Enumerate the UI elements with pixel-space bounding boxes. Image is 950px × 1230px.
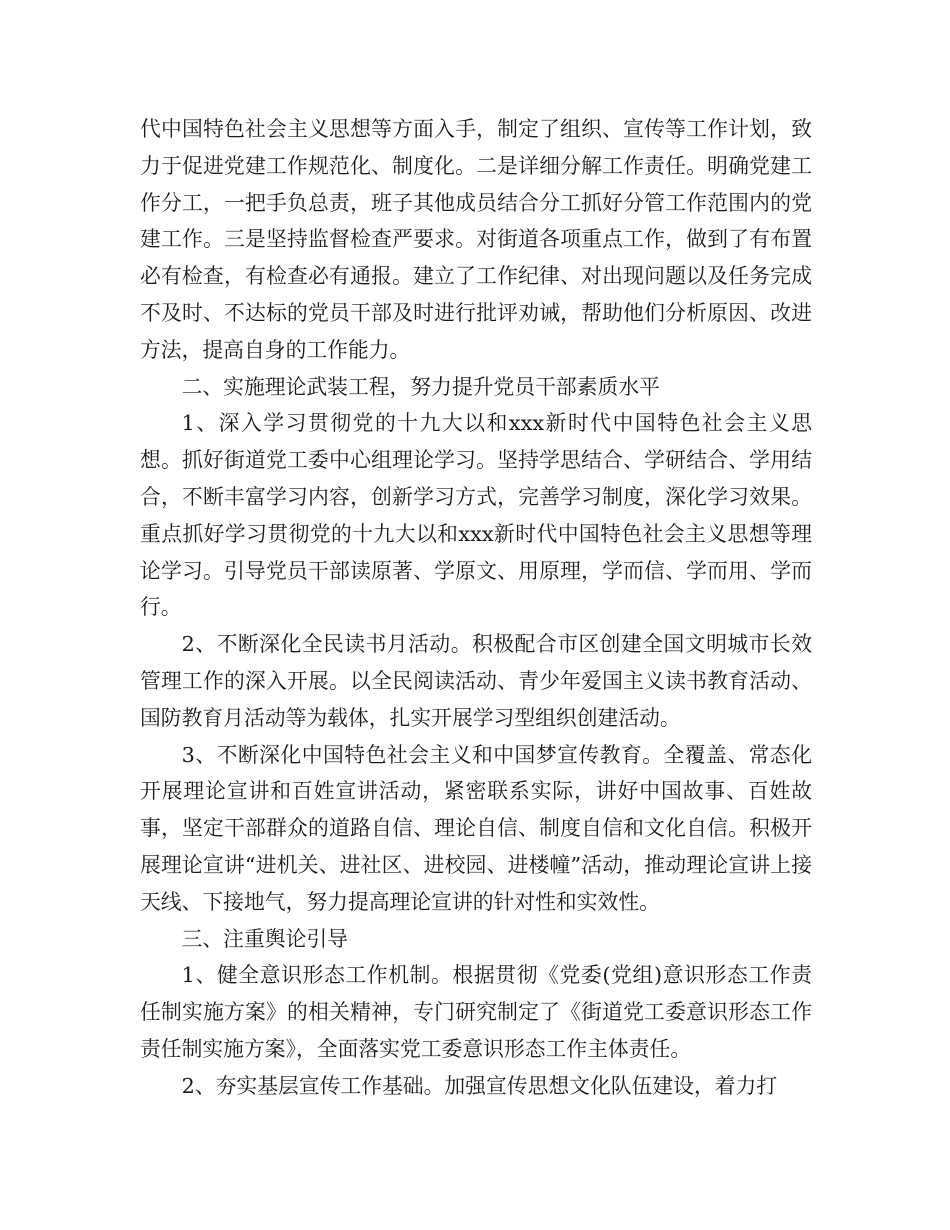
paragraph-3-2: 2、夯实基层宣传工作基础。加强宣传思想文化队伍建设，着力打 bbox=[181, 1073, 778, 1098]
paragraph-3-1: 1、健全意识形态工作机制。根据贯彻《党委(党组)意识形态工作责任制实施方案》的相关精神，专门研究制定了《街道党工委意识形态工作责任制实施方案》，全面落实党工委意识形态工作主体责任。 bbox=[140, 963, 812, 1061]
document-body bbox=[140, 111, 812, 1105]
paragraph-continued: 代中国特色社会主义思想等方面入手，制定了组织、宣传等工作计划，致力于促进党建工作规范化、制度化。二是详细分解工作责任。明确党建工作分工，一把手负总责，班子其他成员结合分工抓好分管工作范围内的党建工作。三是坚持监督检查严要求。对街道各项重点工作，做到了有布置必有检查，有检查必有通报。建立了工作纪律、对出现问题以及任务完成不及时、不达标的党员干部及时进行批评劝诫，帮助他们分析原因、改进方法，提高自身的工作能力。 bbox=[140, 117, 812, 362]
section-heading-2: 二、实施理论武装工程，努力提升党员干部素质水平 bbox=[181, 374, 660, 399]
paragraph-2-1: 1、深入学习贯彻党的十九大以和xxx新时代中国特色社会主义思想。抓好街道党工委中心组理论学习。坚持学思结合、学研结合、学用结合，不断丰富学习内容，创新学习方式，完善学习制度，深化学习效果。重点抓好学习贯彻党的十九大以和xxx新时代中国特色社会主义思想等理论学习。引导党员干部读原著、学原文、用原理，学而信、学而用、学而行。 bbox=[140, 411, 812, 620]
paragraph-2-3: 3、不断深化中国特色社会主义和中国梦宣传教育。全覆盖、常态化开展理论宣讲和百姓宣讲活动，紧密联系实际，讲好中国故事、百姓故事，坚定干部群众的道路自信、理论自信、制度自信和文化自信。积极开展理论宣讲“进机关、进社区、进校园、进楼幢”活动，推动理论宣讲上接天线、下接地气，努力提高理论宣讲的针对性和实效性。 bbox=[140, 742, 812, 914]
paragraph-2-2: 2、不断深化全民读书月活动。积极配合市区创建全国文明城市长效管理工作的深入开展。以全民阅读活动、青少年爱国主义读书教育活动、国防教育月活动等为载体，扎实开展学习型组织创建活动。 bbox=[140, 632, 812, 730]
section-heading-3: 三、注重舆论引导 bbox=[181, 926, 348, 951]
